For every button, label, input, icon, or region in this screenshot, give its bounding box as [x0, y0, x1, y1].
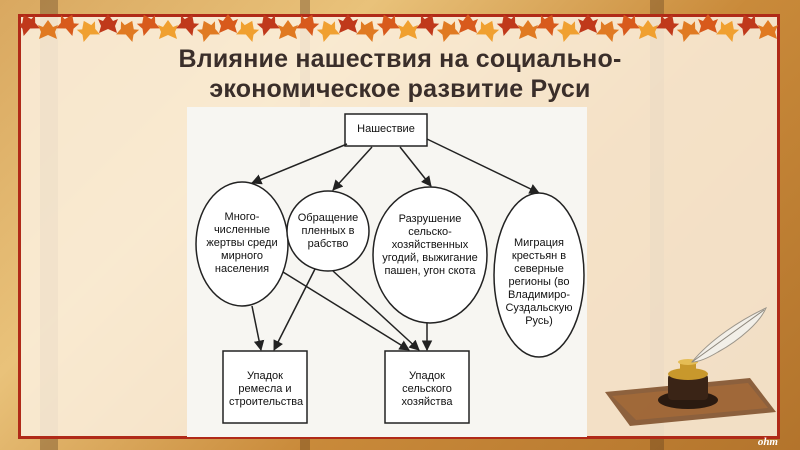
invasion-impact-diagram: [187, 107, 587, 437]
arrow-root-to-captivity: [333, 147, 372, 190]
autumn-leaf-garland: [20, 12, 778, 46]
maple-leaf-icon: [255, 12, 281, 36]
maple-leaf-icon: [698, 14, 718, 33]
cause-node-migration-label: Миграция крестьян в северные регионы (во Владимиро-Суздальскую Русь): [505, 237, 573, 327]
maple-leaf-icon: [175, 12, 201, 36]
watermark-text: ohm: [757, 436, 778, 448]
maple-leaf-icon: [475, 17, 501, 43]
maple-leaf-icon: [398, 20, 418, 39]
cause-node-captivity-label: Обращение пленных в рабство: [297, 212, 359, 250]
effect-node-agriculture-label: Упадок сельского хозяйства: [401, 370, 453, 408]
maple-leaf-icon: [135, 12, 161, 36]
maple-leaf-icon: [555, 17, 581, 43]
arrow-root-to-casualties: [252, 144, 347, 183]
maple-leaf-icon: [235, 17, 261, 43]
maple-leaf-icon: [495, 12, 521, 36]
maple-leaf-icon: [98, 14, 118, 33]
root-node-label: Нашествие: [357, 123, 415, 135]
maple-leaf-icon: [415, 12, 441, 36]
arrow-root-to-migration: [427, 139, 539, 193]
maple-leaf-icon: [458, 14, 478, 33]
maple-leaf-icon: [158, 20, 178, 39]
maple-leaf-icon: [315, 17, 341, 43]
maple-leaf-icon: [518, 20, 538, 39]
maple-leaf-icon: [375, 12, 401, 36]
maple-leaf-icon: [295, 12, 321, 36]
arrow-root-to-destruction: [400, 147, 431, 186]
maple-leaf-icon: [115, 17, 141, 43]
maple-leaf-icon: [758, 20, 778, 39]
maple-leaf-icon: [435, 17, 461, 43]
maple-leaf-icon: [278, 20, 298, 39]
maple-leaf-icon: [615, 12, 641, 36]
maple-leaf-icon: [75, 17, 101, 43]
maple-leaf-icon: [355, 17, 381, 43]
arrow-captivity-to-crafts: [274, 269, 315, 350]
maple-leaf-icon: [38, 20, 58, 39]
inkwell-quill-illustration: [600, 300, 780, 430]
maple-leaf-icon: [638, 20, 658, 39]
maple-leaf-icon: [338, 14, 358, 33]
maple-leaf-icon: [735, 12, 761, 36]
maple-leaf-icon: [578, 14, 598, 33]
arrow-casualties-to-crafts: [252, 306, 261, 350]
maple-leaf-icon: [715, 17, 741, 43]
cause-node-casualties-label: Много-численные жертвы среди мирного населения: [206, 211, 278, 275]
slide-title: [0, 44, 800, 104]
maple-leaf-icon: [535, 12, 561, 36]
maple-leaf-icon: [595, 17, 621, 43]
maple-leaf-icon: [675, 17, 701, 43]
slide-title-line1: Влияние нашествия на социально-: [178, 45, 622, 73]
maple-leaf-icon: [55, 12, 81, 36]
maple-leaf-icon: [195, 17, 221, 43]
slide-title-line2: экономическое развитие Руси: [209, 75, 591, 103]
effect-node-crafts-label: Упадок ремесла и строительства: [229, 370, 304, 408]
maple-leaf-icon: [20, 12, 41, 36]
maple-leaf-icon: [218, 14, 238, 33]
maple-leaf-icon: [655, 12, 681, 36]
cause-node-destruction-label: Разрушение сельско-хозяйственных угодий, выжигание пашен, угон скота: [382, 213, 478, 277]
